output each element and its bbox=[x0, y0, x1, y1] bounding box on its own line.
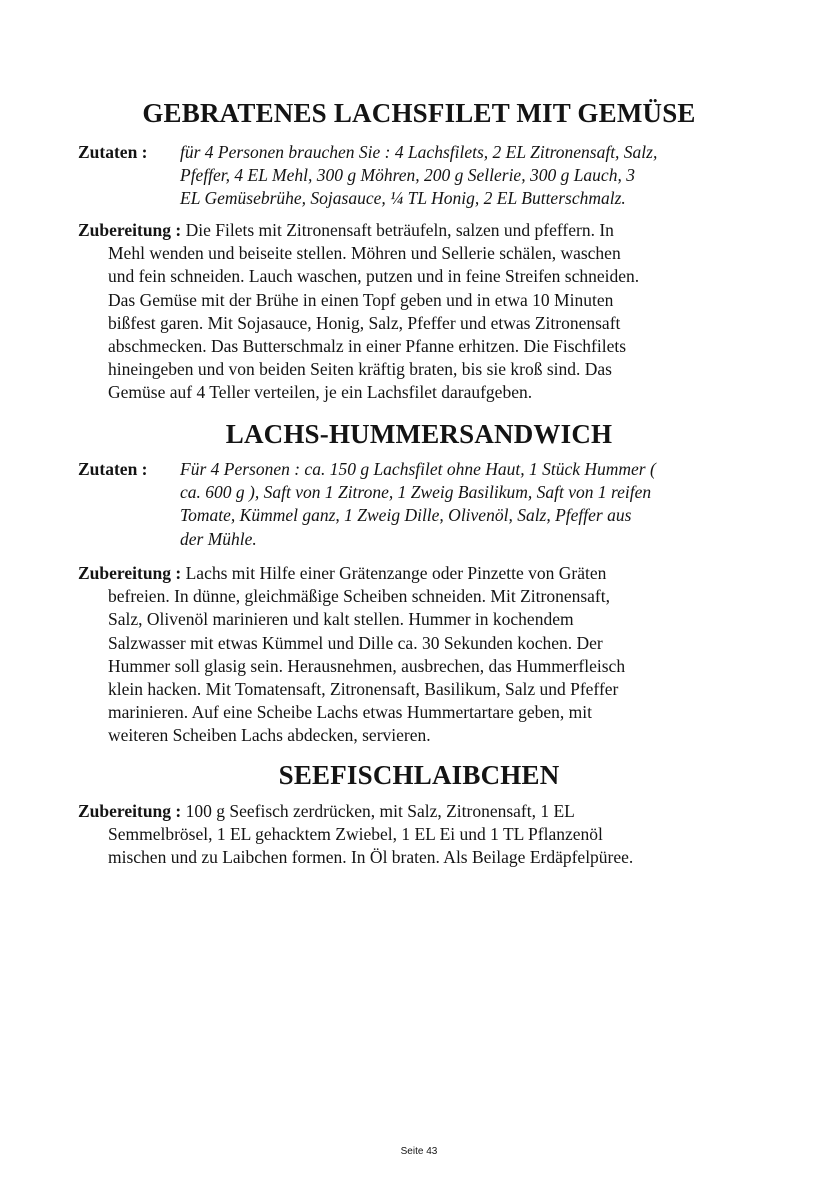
preparation-line: Hummer soll glasig sein. Herausnehmen, ausbrechen, das Hummerfleisch bbox=[108, 655, 626, 676]
preparation-text bbox=[78, 219, 639, 405]
preparation-line: Das Gemüse mit der Brühe in einen Topf geben und in etwa 10 Minuten bbox=[108, 289, 614, 310]
preparation-line: Mehl wenden und beiseite stellen. Möhren und Sellerie schälen, waschen bbox=[108, 243, 621, 264]
ingredients-line: ca. 600 g ), Saft von 1 Zitrone, 1 Zweig Basilikum, Saft von 1 reifen bbox=[180, 482, 652, 503]
ingredients-label: Zutaten : bbox=[78, 142, 148, 162]
ingredients-label: Zutaten : bbox=[78, 459, 148, 479]
page-number: Seite 43 bbox=[400, 1146, 438, 1157]
preparation-text bbox=[78, 562, 625, 748]
ingredients-line: für 4 Personen brauchen Sie : 4 Lachsfilets, 2 EL Zitronensaft, Salz, bbox=[180, 142, 658, 162]
preparation-label: Zubereitung : bbox=[78, 801, 182, 821]
preparation-line: klein hacken. Mit Tomatensaft, Zitronensaft, Basilikum, Salz und Pfeffer bbox=[108, 679, 619, 700]
preparation-line: marinieren. Auf eine Scheibe Lachs etwas Hummertartare geben, mit bbox=[108, 702, 592, 723]
recipe-title: SEEFISCHLAIBCHEN bbox=[278, 760, 560, 790]
preparation-line: weiteren Scheiben Lachs abdecken, servieren. bbox=[108, 725, 431, 746]
preparation-label: Zubereitung : bbox=[78, 563, 182, 583]
preparation-label: Zubereitung : bbox=[78, 220, 182, 240]
preparation-line: mischen und zu Laibchen formen. In Öl braten. Als Beilage Erdäpfelpüree. bbox=[108, 847, 634, 868]
preparation-line: Gemüse auf 4 Teller verteilen, je ein Lachsfilet daraufgeben. bbox=[108, 382, 533, 403]
preparation-line: Zubereitung : Lachs mit Hilfe einer Grätenzange oder Pinzette von Gräten bbox=[78, 563, 607, 583]
ingredients-line: Für 4 Personen : ca. 150 g Lachsfilet ohne Haut, 1 Stück Hummer ( bbox=[180, 459, 656, 479]
recipe-title: GEBRATENES LACHSFILET MIT GEMÜSE bbox=[142, 98, 696, 128]
preparation-line: Zubereitung : 100 g Seefisch zerdrücken, mit Salz, Zitronensaft, 1 EL bbox=[78, 801, 575, 821]
ingredients-line: Pfeffer, 4 EL Mehl, 300 g Möhren, 200 g Sellerie, 300 g Lauch, 3 bbox=[180, 165, 635, 186]
recipe-title: LACHS-HUMMERSANDWICH bbox=[225, 419, 613, 449]
preparation-line: hineingeben und von beiden Seiten kräftig braten, bis sie kroß sind. Das bbox=[108, 359, 612, 380]
preparation-line: Salz, Olivenöl marinieren und kalt stellen. Hummer in kochendem bbox=[108, 609, 574, 630]
preparation-line: und fein schneiden. Lauch waschen, putzen und in feine Streifen schneiden. bbox=[108, 266, 640, 287]
preparation-line: befreien. In dünne, gleichmäßige Scheiben schneiden. Mit Zitronensaft, bbox=[108, 586, 610, 607]
preparation-text bbox=[78, 800, 633, 870]
ingredients-line: Tomate, Kümmel ganz, 1 Zweig Dille, Olivenöl, Salz, Pfeffer aus bbox=[180, 505, 632, 526]
ingredients-text bbox=[180, 458, 656, 551]
ingredients-line: der Mühle. bbox=[180, 528, 257, 549]
ingredients-line: EL Gemüsebrühe, Sojasauce, ¼ TL Honig, 2 EL Butterschmalz. bbox=[180, 188, 626, 209]
ingredients-text bbox=[180, 141, 657, 211]
preparation-line: abschmecken. Das Butterschmalz in einer Pfanne erhitzen. Die Fischfilets bbox=[108, 336, 627, 357]
preparation-line: bißfest garen. Mit Sojasauce, Honig, Salz, Pfeffer und etwas Zitronensaft bbox=[108, 312, 621, 333]
preparation-line: Zubereitung : Die Filets mit Zitronensaft beträufeln, salzen und pfeffern. In bbox=[78, 220, 614, 240]
preparation-line: Salzwasser mit etwas Kümmel und Dille ca. 30 Sekunden kochen. Der bbox=[108, 632, 603, 653]
preparation-line: Semmelbrösel, 1 EL gehacktem Zwiebel, 1 EL Ei und 1 TL Pflanzenöl bbox=[108, 824, 603, 845]
